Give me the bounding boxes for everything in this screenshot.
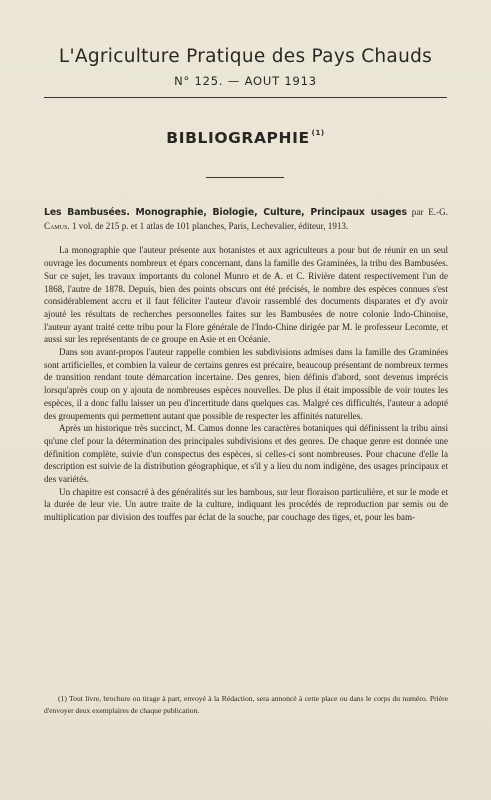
paragraph-4: Un chapitre est consacré à des généralités sur les bambous, sur leur floraison particulière, et sur le mode et la durée de leur vie. Un autre traite de la culture, indiquant les procédés de reproduction par semis ou de multiplication par division des touffes par éclat de la souche, par couchage des tiges, et, pour les bam- (44, 486, 448, 523)
footnote: (1) Tout livre, brochure ou tirage à part, envoyé à la Rédaction, sera annoncé à cette place ou dans le corps du numéro. Prière d'envoyer deux exemplaires de chaque publication. (44, 694, 448, 715)
paragraph-1: La monographie que l'auteur présente aux botanistes et aux agriculteurs a pour but de réunir en un seul ouvrage les documents nombreux et épars concernant, dans la famille des Graminées, la tribu des Bambusées. Sur ce sujet, les travaux importants du colonel Munro et de A. et C. Rivière datent respectivement l'un de 1868, l'autre de 1878. Depuis, bien des points obscurs ont été précisés, le nombre des espèces connues s'est considérablement accru et il faut féliciter l'auteur d'avoir rassemblé des documents disparates et d'y avoir ajouté les résultats de recherches personnelles faites sur les Bambusées de notre colonie Indo-Chinoise, l'auteur ayant traité cette tribu pour la Flore générale de l'Indo-Chine dirigée par M. le professeur Lecomte, et aussi sur les représentants de ce groupe en Asie et en Océanie. (44, 245, 448, 345)
book-details: . 1 vol. de 215 p. et 1 atlas de 101 planches, Paris, Lechevalier, éditeur, 1913. (67, 220, 349, 231)
header-rule (44, 97, 447, 98)
book-reference (44, 206, 448, 232)
book-by: par E.-G. (406, 207, 448, 217)
article-body (44, 206, 448, 524)
issue-line: N° 125. — AOUT 1913 (174, 74, 317, 88)
journal-title: L'Agriculture Pratique des Pays Chauds (58, 46, 433, 67)
section-rule (206, 177, 284, 178)
footnote-mark: (1) (311, 129, 325, 137)
book-title: Les Bambusées. Monographie, Biologie, Culture, Principaux usages (44, 207, 407, 218)
section-title-text: BIBLIOGRAPHIE (166, 129, 310, 147)
paragraph-2: Dans son avant-propos l'auteur rappelle combien les subdivisions admises dans la famille des Graminées sont artificielles, et combien la valeur de certains genres est précaire, beaucoup présentant de nombreux termes de transition rendant toute démarcation incertaine. Des genres, bien définis d'abord, sont devenus imprécis lorsqu'après coup on y ajouta de nombreuses espèces nouvelles. De plus il était impossible de voir toutes les espèces, il a donc fallu laisser un peu d'incertitude dans quelques cas. Malgré ces difficultés, l'auteur a adopté des groupements qui permettent autant que possible de respecter les affinités naturelles. (44, 347, 448, 421)
section-title (0, 129, 491, 147)
paragraph-3: Après un historique très succinct, M. Camus donne les caractères botaniques qui définissent la tribu ainsi qu'une clef pour la détermination des principales subdivisions et des genres. De chaque genre est donnée une définition complète, suivie d'un conspectus des espèces, si celles-ci sont nombreuses. Pour chacune d'elle la description est suivie de la distribution géographique, et s'il y a lieu du nom indigène, des usages principaux et des variétés. (44, 423, 448, 485)
book-author: Camus (44, 220, 68, 231)
